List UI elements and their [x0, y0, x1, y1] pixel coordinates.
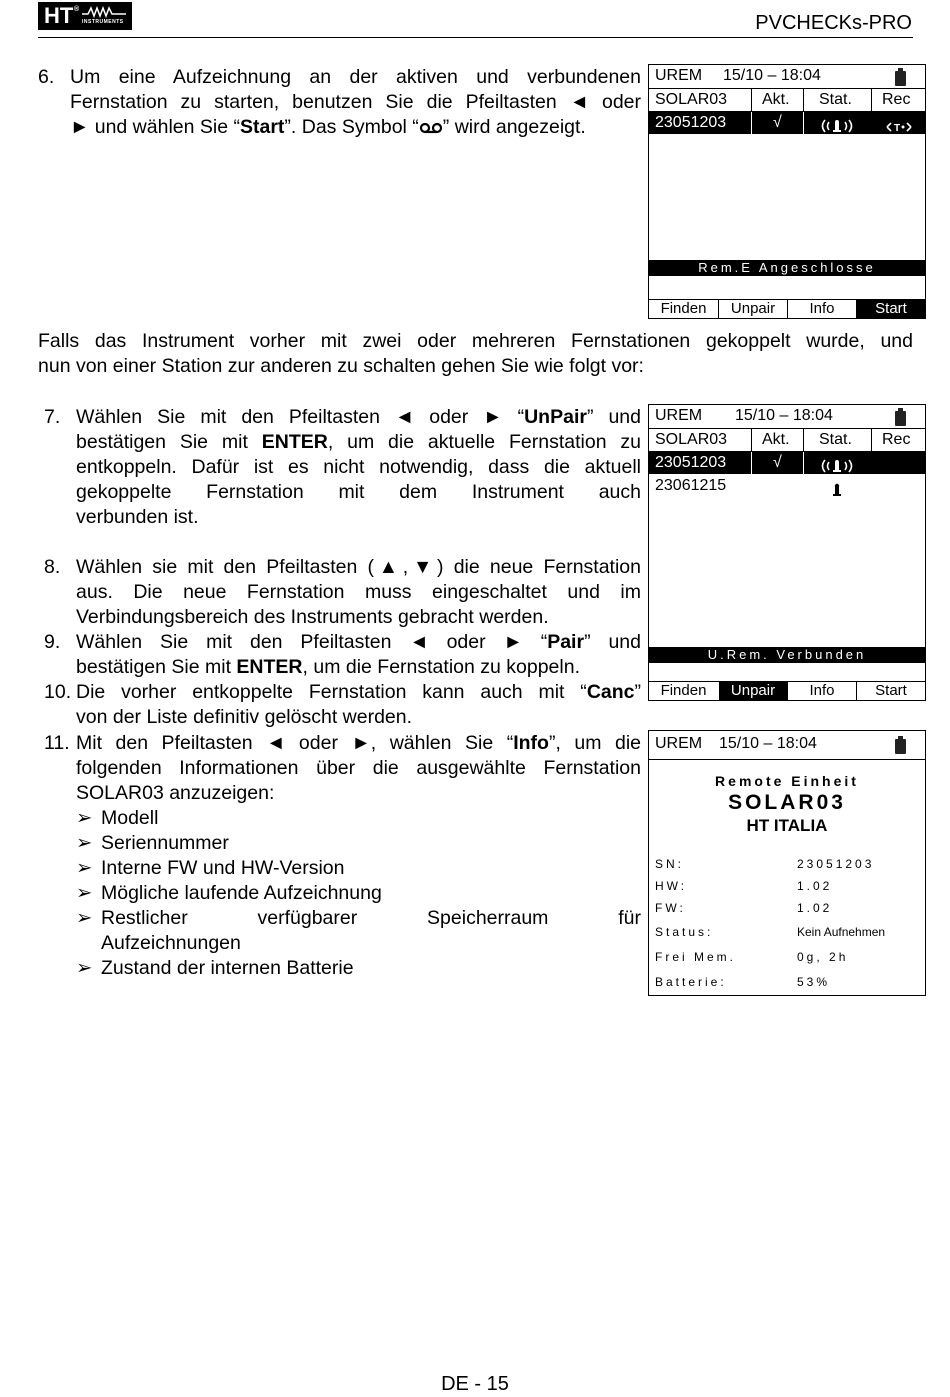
bullet-item-cont: Aufzeichnungen [101, 932, 241, 954]
recording-symbol-icon [419, 122, 443, 134]
bullet-arrow-icon: ➢ [76, 882, 93, 904]
info-label-fw: FW: [655, 901, 686, 915]
softkey-finden[interactable]: Finden [660, 300, 707, 317]
station-serial: 23051203 [655, 114, 727, 131]
bullet-arrow-icon: ➢ [76, 832, 93, 854]
recording-active-icon [885, 116, 913, 138]
step-8-line-1: Wählen sie mit den Pfeiltasten (▲,▼) die neue Fernstation [76, 556, 641, 578]
step-9-line-1 [76, 630, 641, 655]
screen-title: UREM [655, 407, 703, 424]
logo-sub: INSTRUMENTS [82, 19, 124, 25]
col-name: SOLAR03 [655, 431, 728, 448]
col-divider [751, 112, 752, 134]
step-6-line-3-c: ”. Das Symbol “ [284, 116, 419, 138]
step-8-line-3: Verbindungsbereich des Instruments gebracht werden. [76, 606, 549, 628]
step-7-l1c: ” und [586, 406, 641, 428]
active-check: √ [773, 454, 782, 471]
softkey-bar [649, 681, 925, 700]
col-stat: Stat. [819, 431, 852, 448]
step-11-l1c: ”, um die [548, 732, 642, 754]
document-title: PVCHECKs-PRO [755, 12, 912, 34]
active-check: √ [773, 114, 782, 131]
info-keyword: Info [513, 732, 549, 754]
col-akt: Akt. [762, 431, 790, 448]
bullet-arrow-icon: ➢ [76, 957, 93, 979]
info-value-free-mem: 0g, 2h [797, 950, 849, 964]
col-divider [803, 452, 804, 474]
step-8-line-2: aus. Die neue Fernstation muss eingeschaltet und im [76, 581, 641, 603]
screen-datetime: 15/10 – 18:04 [723, 67, 821, 84]
col-name: SOLAR03 [655, 91, 728, 108]
step-7-number: 7. [44, 406, 61, 428]
bullet-item: Zustand der internen Batterie [101, 957, 354, 979]
info-label-battery: Batterie: [655, 975, 727, 989]
step-6-line-3-d: ” wird angezeigt. [442, 116, 586, 138]
info-value-hw: 1.02 [797, 879, 833, 893]
info-station-name: SOLAR03 [728, 791, 846, 814]
screen-datetime: 15/10 – 18:04 [719, 735, 817, 752]
instrument-screen-info [648, 730, 926, 996]
canc-keyword: Canc [586, 681, 635, 703]
step-11-line-1 [76, 731, 641, 756]
step-9-line-2 [76, 655, 641, 680]
step-9-l2a: bestätigen Sie mit [76, 656, 237, 678]
softkey-finden[interactable]: Finden [660, 682, 707, 699]
softkey-start[interactable]: Start [875, 682, 907, 699]
station-row-selected[interactable] [649, 112, 925, 134]
screen-header [649, 731, 925, 760]
info-heading: Remote Einheit [715, 773, 859, 789]
bullet-arrow-icon: ➢ [76, 907, 93, 929]
station-row-selected[interactable] [649, 452, 925, 474]
col-divider [871, 429, 872, 451]
step-6-line-3 [70, 115, 641, 140]
screen-title: UREM [655, 67, 703, 84]
step-11-line-3: SOLAR03 anzuzeigen: [76, 782, 275, 804]
bullet-arrow-icon: ➢ [76, 807, 93, 829]
station-serial: 23061215 [655, 477, 727, 494]
bullet-item: Modell [101, 807, 159, 829]
battery-icon [895, 411, 906, 426]
col-stat: Stat. [819, 91, 852, 108]
col-rec: Rec [882, 91, 911, 108]
instrument-screen-unpair [648, 404, 926, 701]
softkey-info[interactable]: Info [809, 300, 835, 317]
status-bar: Rem.E Angeschlosse [649, 260, 925, 276]
header-rule [38, 37, 913, 38]
connected-signal-icon [819, 455, 855, 477]
step-10-number: 10. [44, 681, 72, 703]
softkey-unpair[interactable]: Unpair [719, 682, 787, 700]
info-label-hw: HW: [655, 879, 688, 893]
logo-text: HT [44, 3, 74, 28]
col-divider [803, 89, 804, 111]
softkey-bar [649, 299, 925, 318]
step-9-number: 9. [44, 631, 61, 653]
step-9-l1c: ” und [584, 631, 641, 653]
step-7-l2a: bestätigen Sie mit [76, 431, 262, 453]
step-11-line-2: folgenden Informationen über die ausgewählte Fernstation [76, 757, 641, 779]
column-header-row [649, 88, 925, 112]
info-value-status: Kein Aufnehmen [797, 925, 886, 939]
step-6-number: 6. [38, 66, 55, 88]
start-keyword: Start [239, 116, 285, 138]
info-brand: HT ITALIA [746, 816, 828, 835]
step-6-line-3-a: ► und wählen Sie “ [70, 116, 240, 138]
col-akt: Akt. [762, 91, 790, 108]
step-10-l1c: ” [634, 681, 641, 703]
ht-instruments-logo [38, 2, 132, 30]
intro-paragraph-line-2: nun von einer Station zur anderen zu schalten gehen Sie wie folgt vor: [38, 355, 644, 377]
screen-datetime: 15/10 – 18:04 [735, 407, 833, 424]
step-6-line-2: Fernstation zu starten, benutzen Sie die Pfeiltasten ◄ oder [70, 91, 641, 113]
unpair-keyword: UnPair [524, 406, 587, 428]
softkey-info[interactable]: Info [809, 682, 835, 699]
col-divider [803, 429, 804, 451]
bullet-item: Restlicher verfügbarer Speicherraum für [101, 907, 641, 929]
step-10-l1a: Die vorher entkoppelte Fernstation kann auch mit “ [76, 681, 587, 703]
col-divider [751, 429, 752, 451]
info-value-fw: 1.02 [797, 901, 833, 915]
info-label-sn: SN: [655, 857, 685, 871]
station-serial: 23051203 [655, 454, 727, 471]
step-11-l1a: Mit den Pfeiltasten ◄ oder ►, wählen Sie “ [76, 732, 514, 754]
connected-signal-icon [819, 115, 855, 137]
step-10-line-1 [76, 680, 641, 705]
registered-mark: ® [74, 6, 80, 13]
battery-icon [895, 739, 906, 754]
status-bar: U.Rem. Verbunden [649, 647, 925, 663]
bullet-arrow-icon: ➢ [76, 857, 93, 879]
step-7-line-5: verbunden ist. [76, 506, 199, 528]
station-row[interactable] [649, 475, 925, 497]
softkey-unpair[interactable]: Unpair [730, 300, 776, 317]
info-label-status: Status: [655, 925, 714, 939]
pair-keyword: Pair [547, 631, 585, 653]
col-divider [871, 89, 872, 111]
step-6-line-1: Um eine Aufzeichnung an der aktiven und verbundenen [70, 66, 641, 88]
column-header-row [649, 428, 925, 452]
step-9-l2c: , um die Fernstation zu koppeln. [302, 656, 581, 678]
enter-keyword: ENTER [261, 431, 328, 453]
step-10-line-2: von der Liste definitiv gelöscht werden. [76, 706, 413, 728]
info-value-sn: 23051203 [797, 857, 875, 871]
softkey-start[interactable]: Start [857, 300, 925, 318]
battery-icon [895, 71, 906, 86]
step-8-number: 8. [44, 556, 61, 578]
step-9-l1a: Wählen Sie mit den Pfeiltasten ◄ oder ► “ [76, 631, 548, 653]
bullet-item: Interne FW und HW-Version [101, 857, 345, 879]
step-11-number: 11. [44, 732, 70, 754]
step-7-l2c: , um die aktuelle Fernstation zu [327, 431, 641, 453]
intro-paragraph-line-1: Falls das Instrument vorher mit zwei oder mehreren Fernstationen gekoppelt wurde, und [38, 330, 913, 352]
enter-keyword: ENTER [236, 656, 303, 678]
step-7-line-1 [76, 405, 641, 430]
page-number: DE - 15 [441, 1373, 509, 1395]
info-label-free-mem: Frei Mem. [655, 950, 736, 964]
bullet-item: Mögliche laufende Aufzeichnung [101, 882, 382, 904]
col-divider [751, 89, 752, 111]
step-7-line-2 [76, 430, 641, 455]
col-divider [803, 112, 804, 134]
step-7-line-3: entkoppeln. Dafür ist es nicht notwendig, dass die aktuell [76, 456, 641, 478]
col-rec: Rec [882, 431, 911, 448]
info-value-battery: 53% [797, 975, 831, 989]
bullet-item: Seriennummer [101, 832, 229, 854]
step-7-l1a: Wählen Sie mit den Pfeiltasten ◄ oder ► “ [76, 406, 525, 428]
screen-header [649, 65, 925, 87]
step-7-line-4: gekoppelte Fernstation mit dem Instrument auch [76, 481, 641, 503]
col-divider [751, 452, 752, 474]
svg-text:T: T [894, 123, 901, 134]
logo-wave-icon [82, 6, 126, 18]
screen-title: UREM [655, 735, 703, 752]
instrument-screen-start [648, 64, 926, 319]
screen-header [649, 405, 925, 427]
antenna-icon [831, 479, 843, 501]
